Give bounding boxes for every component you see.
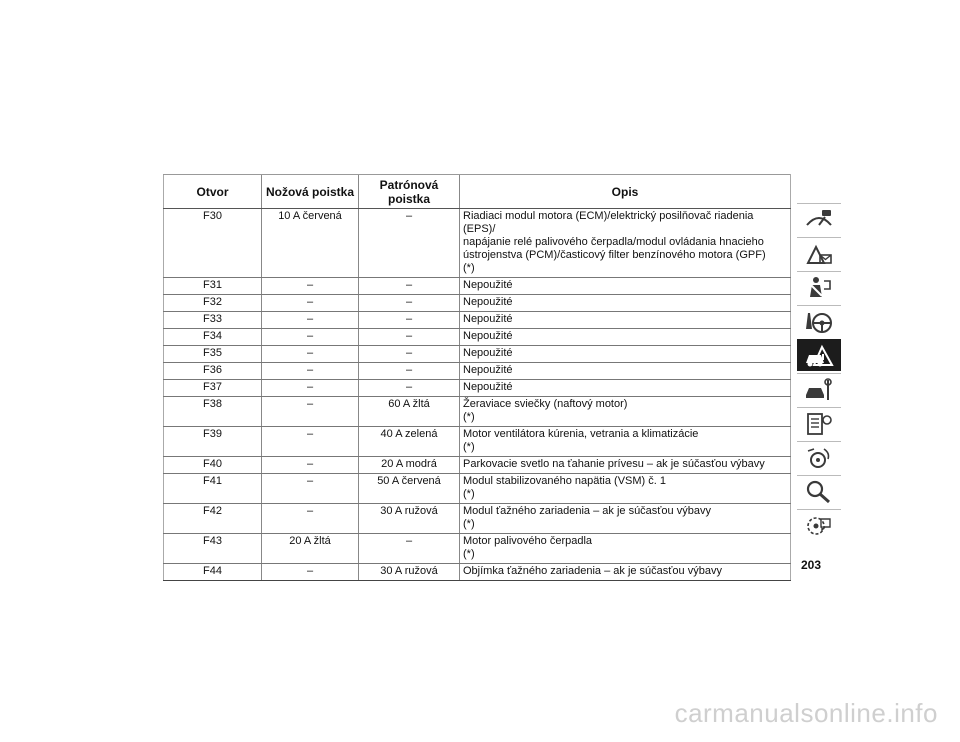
description-line: (*) [463,518,475,530]
cell-blade-fuse: 20 A žltá [262,534,359,564]
watermark: carmanualsonline.info [674,698,938,728]
description-line: (*) [463,548,475,560]
description-line: (*) [463,411,475,423]
description-line: Nepoužité [463,347,513,359]
cell-slot: F35 [164,346,262,363]
description-line: (*) [463,262,475,274]
description-line: napájanie relé palivového čerpadla/modul ovládania hnacieho [463,236,764,248]
description-line: Žeraviace sviečky (naftový motor) [463,398,628,410]
table-row [164,295,791,312]
cell-description [460,564,791,581]
cell-slot: F33 [164,312,262,329]
cell-blade-fuse: – [262,295,359,312]
description-line: ústrojenstva (PCM)/časticový filter benzínového motora (GPF) [463,249,766,261]
magnifier-index-icon [804,479,834,505]
header-cartridge-line2: poistka [387,191,430,206]
description-line: Motor ventilátora kúrenia, vetrania a klimatizácie [463,428,699,440]
technical-data-list-icon [804,411,834,437]
cell-blade-fuse: – [262,363,359,380]
cell-cartridge-fuse: 50 A červená [359,474,460,504]
chapter-tab-10[interactable] [797,509,841,541]
cell-blade-fuse: – [262,564,359,581]
header-blade-fuse: Nožová poistka [262,175,359,209]
cell-slot: F44 [164,564,262,581]
header-cartridge-fuse [359,175,460,209]
table-header-row [164,175,791,209]
table-row [164,312,791,329]
cell-description [460,504,791,534]
cell-cartridge-fuse: – [359,209,460,278]
table-row [164,380,791,397]
table-row [164,457,791,474]
cell-blade-fuse: – [262,457,359,474]
header-description: Opis [460,175,791,209]
chapter-tab-6[interactable] [797,373,841,405]
description-line: (*) [463,441,475,453]
cell-slot: F34 [164,329,262,346]
cell-slot: F39 [164,427,262,457]
chapter-tab-9[interactable] [797,475,841,507]
table-row [164,363,791,380]
cell-slot: F40 [164,457,262,474]
cell-blade-fuse: – [262,474,359,504]
steering-wheel-icon [804,309,834,335]
cell-description [460,534,791,564]
cell-cartridge-fuse: – [359,278,460,295]
cell-cartridge-fuse: – [359,363,460,380]
cell-blade-fuse: – [262,427,359,457]
cell-description [460,457,791,474]
cell-description [460,295,791,312]
description-line: Nepoužité [463,279,513,291]
cell-cartridge-fuse: – [359,329,460,346]
cell-description [460,312,791,329]
cell-description [460,397,791,427]
description-line: Parkovacie svetlo na ťahanie prívesu – ak je súčasťou výbavy [463,458,765,470]
cell-description [460,209,791,278]
table-row [164,504,791,534]
car-dashboard-icon [804,207,834,233]
table-body [164,209,791,581]
description-line: Nepoužité [463,296,513,308]
chapter-tab-7[interactable] [797,407,841,439]
description-line: Motor palivového čerpadla [463,535,593,547]
cell-cartridge-fuse: 30 A ružová [359,564,460,581]
cell-description [460,474,791,504]
description-line: Nepoužité [463,364,513,376]
table-row [164,209,791,278]
chapter-tab-8[interactable] [797,441,841,473]
table-row [164,474,791,504]
description-line: Nepoužité [463,330,513,342]
description-line: Modul stabilizovaného napätia (VSM) č. 1 [463,475,666,487]
cell-cartridge-fuse: – [359,295,460,312]
cell-slot: F31 [164,278,262,295]
table-row [164,564,791,581]
cell-slot: F42 [164,504,262,534]
language-icon [804,513,834,539]
fuse-table [163,174,791,581]
cell-slot: F38 [164,397,262,427]
table-row [164,278,791,295]
cell-cartridge-fuse: 60 A žltá [359,397,460,427]
cell-cartridge-fuse: – [359,534,460,564]
cell-description [460,363,791,380]
description-line: Objímka ťažného zariadenia – ak je súčasťou výbavy [463,565,722,577]
table-row [164,329,791,346]
header-slot: Otvor [164,175,262,209]
chapter-tab-sidebar [797,203,841,543]
cell-slot: F36 [164,363,262,380]
table-row [164,397,791,427]
chapter-tab-3[interactable] [797,271,841,303]
table-row [164,534,791,564]
cell-cartridge-fuse: 20 A modrá [359,457,460,474]
description-line: Modul ťažného zariadenia – ak je súčasťou výbavy [463,505,711,517]
cell-slot: F41 [164,474,262,504]
page-number: 203 [800,558,821,572]
car-service-tools-icon [804,377,834,403]
cell-cartridge-fuse: – [359,380,460,397]
table-row [164,427,791,457]
description-line: (*) [463,488,475,500]
warning-light-icon [804,241,834,267]
cell-slot: F43 [164,534,262,564]
cell-slot: F30 [164,209,262,278]
cell-description [460,427,791,457]
cell-slot: F32 [164,295,262,312]
cell-blade-fuse: – [262,380,359,397]
cell-blade-fuse: – [262,397,359,427]
cell-cartridge-fuse: – [359,312,460,329]
description-line: Nepoužité [463,313,513,325]
cell-description [460,380,791,397]
cell-cartridge-fuse: 30 A ružová [359,504,460,534]
cell-blade-fuse: – [262,346,359,363]
cell-slot: F37 [164,380,262,397]
cell-description [460,329,791,346]
multimedia-icon [804,445,834,471]
cell-description [460,346,791,363]
cell-blade-fuse: 10 A červená [262,209,359,278]
cell-blade-fuse: – [262,504,359,534]
description-line: Nepoužité [463,381,513,393]
seatbelt-person-icon [804,275,834,301]
table-row [164,346,791,363]
description-line: Riadiaci modul motora (ECM)/elektrický posilňovač riadenia (EPS)/ [463,210,754,235]
chapter-tab-4[interactable] [797,305,841,337]
cell-blade-fuse: – [262,278,359,295]
cell-blade-fuse: – [262,312,359,329]
cell-blade-fuse: – [262,329,359,346]
cell-cartridge-fuse: – [359,346,460,363]
chapter-tab-1[interactable] [797,203,841,235]
breakdown-car-icon [804,343,834,369]
chapter-tab-2[interactable] [797,237,841,269]
cell-cartridge-fuse: 40 A zelená [359,427,460,457]
cell-description [460,278,791,295]
header-cartridge-line1: Patrónová [379,177,439,192]
chapter-tab-5[interactable] [797,339,841,371]
